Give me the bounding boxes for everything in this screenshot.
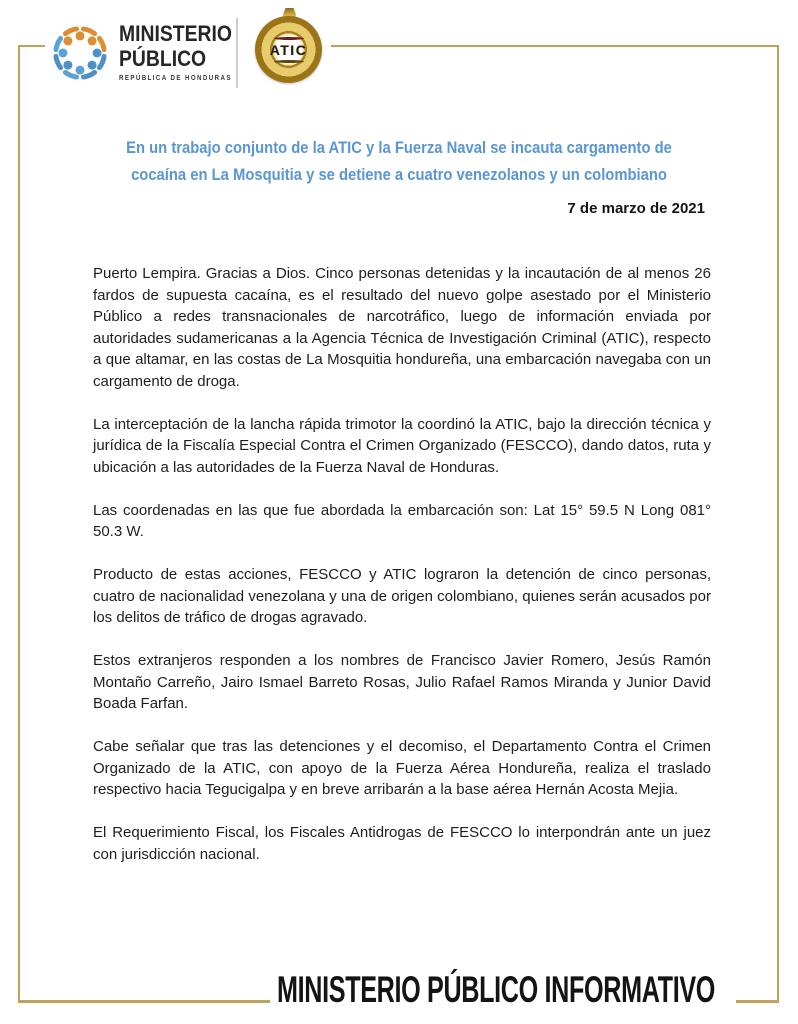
paragraph: Cabe señalar que tras las detenciones y el decomiso, el Departamento Contra el Crimen Organizado de la ATIC, con apoyo de la Fuerza Aérea Hondureña, realiza el traslado respectivo hacia Tegucigalpa y en breve arribarán a la base aérea Hernán Acosta Mejia. <box>93 738 711 798</box>
frame-line-bottom-left <box>18 1000 270 1003</box>
article-title <box>95 134 704 188</box>
frame-line-left <box>18 45 20 1003</box>
ministerio-publico-wordmark <box>119 21 232 82</box>
atic-badge-arc-top <box>274 37 304 40</box>
ministerio-publico-seal-icon <box>44 13 116 93</box>
logo-subtitle: REPÚBLICA DE HONDURAS <box>119 75 232 82</box>
paragraph: El Requerimiento Fiscal, los Fiscales Antidrogas de FESCCO lo interpondrán ante un juez con jurisdicción nacional. <box>93 824 711 863</box>
logo-line-1: MINISTERIO <box>119 21 232 46</box>
article-title-line-2: cocaína en La Mosquitia y se detiene a cuatro venezolanos y un colombiano <box>131 165 667 184</box>
paragraph: Producto de estas acciones, FESCCO y ATIC lograron la detención de cinco personas, cuatro de nacionalidad venezolana y una de origen colombiano, quienes serán acusados por los delitos de tráfico de drogas agravado. <box>93 566 711 626</box>
frame-line-bottom-right <box>736 1000 779 1003</box>
frame-line-right <box>777 45 779 1003</box>
atic-badge-icon <box>255 16 322 83</box>
logo-line-2: PÚBLICO <box>119 46 207 71</box>
paragraph: La interceptación de la lancha rápida trimotor la coordinó la ATIC, bajo la dirección técnica y jurídica de la Fiscalía Especial Contra el Crimen Organizado (FESCCO), dando datos, ruta y ubicación a las autoridades de la Fuerza Naval de Honduras. <box>93 415 711 476</box>
footer-banner: MINISTERIO PÚBLICO INFORMATIVO <box>277 969 716 1010</box>
paragraph: Puerto Lempira. Gracias a Dios. Cinco personas detenidas y la incautación de al menos 26 fardos de supuesta cacaína, es el resultado del nuevo golpe asestado por el Ministerio Público a redes transnacionales de narcotráfico, luego de información enviada por autoridades sudamericanas a la Agencia Técnica de Investigación Criminal (ATIC), respecto a que altamar, en las costas de La Mosquitia hondureña, una embarcación navegaba con un cargamento de droga. <box>93 265 711 390</box>
header-divider <box>236 18 238 88</box>
atic-badge-label: ATIC <box>269 41 308 58</box>
article-date: 7 de marzo de 2021 <box>567 200 705 217</box>
paragraph: Estos extranjeros responden a los nombres de Francisco Javier Romero, Jesús Ramón Montaño Carreño, Jairo Ismael Barreto Rosas, Julio Rafael Ramos Miranda y Junior David Boada Farfan. <box>93 652 711 712</box>
article-title-line-1: En un trabajo conjunto de la ATIC y la Fuerza Naval se incauta cargamento de <box>126 138 672 157</box>
atic-badge-arc-bottom <box>274 60 304 63</box>
paragraph: Las coordenadas en las que fue abordada la embarcación son: Lat 15° 59.5 N Long 081° 50.3 W. <box>93 501 711 540</box>
header <box>0 0 798 110</box>
article-body <box>93 263 711 887</box>
